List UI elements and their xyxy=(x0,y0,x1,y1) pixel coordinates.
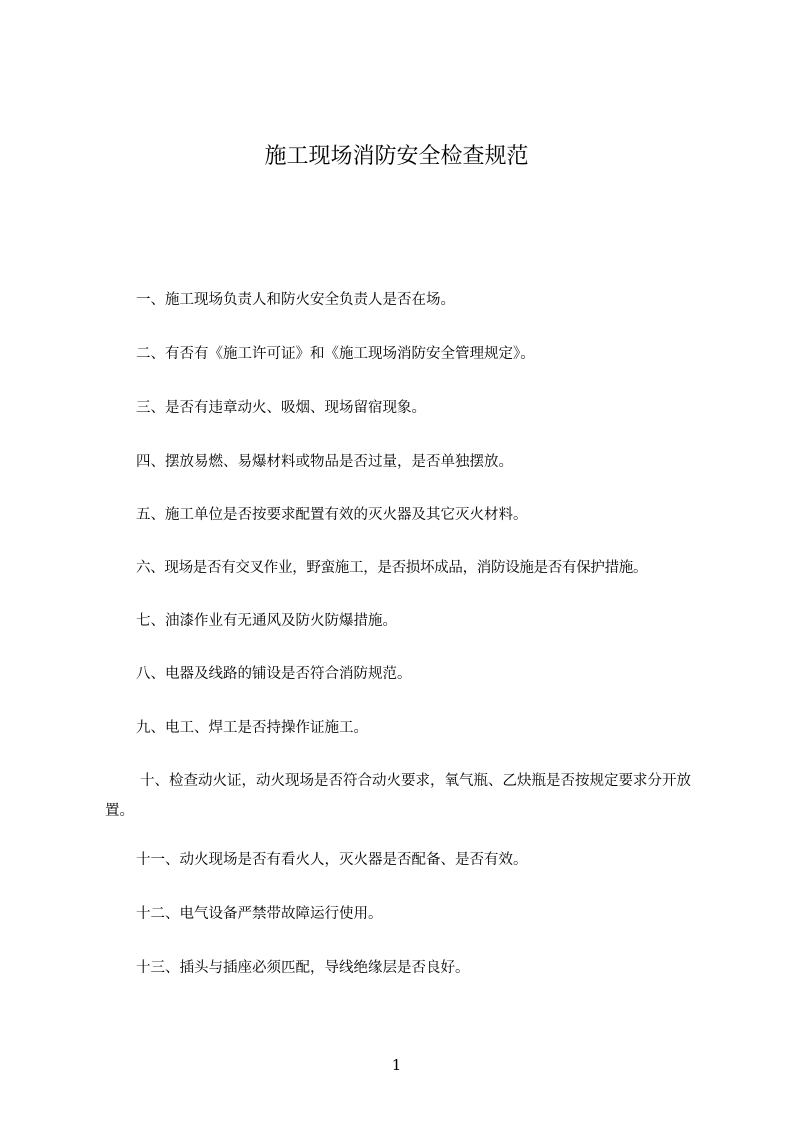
list-item: 四、摆放易燃、易爆材料或物品是否过量，是否单独摆放。 xyxy=(136,454,513,470)
list-item: 十、检查动火证，动火现场是否符合动火要求，氧气瓶、乙炔瓶是否按规定要求分开放置。 xyxy=(105,773,691,819)
list-item: 三、是否有违章动火、吸烟、现场留宿现象。 xyxy=(136,400,426,416)
list-item: 九、电工、焊工是否持操作证施工。 xyxy=(136,720,368,736)
list-item: 六、现场是否有交叉作业，野蛮施工，是否损坏成品，消防设施是否有保护措施。 xyxy=(136,560,648,576)
list-item: 二、有否有《施工许可证》和《施工现场消防安全管理规定》。 xyxy=(136,346,535,362)
page-title: 施工现场消防安全检查规范 xyxy=(264,144,529,169)
page-number: 1 xyxy=(391,1056,402,1074)
list-item: 五、施工单位是否按要求配置有效的灭火器及其它灭火材料。 xyxy=(136,507,528,523)
list-item: 一、施工现场负责人和防火安全负责人是否在场。 xyxy=(136,292,455,308)
list-item: 七、油漆作业有无通风及防火防爆措施。 xyxy=(136,613,397,629)
list-item: 十二、电气设备严禁带故障运行使用。 xyxy=(136,906,383,922)
list-item: 十三、插头与插座必须匹配，导线绝缘层是否良好。 xyxy=(136,960,470,976)
list-item: 十一、动火现场是否有看火人，灭火器是否配备、是否有效。 xyxy=(136,852,528,868)
list-item: 八、电器及线路的铺设是否符合消防规范。 xyxy=(136,666,412,682)
